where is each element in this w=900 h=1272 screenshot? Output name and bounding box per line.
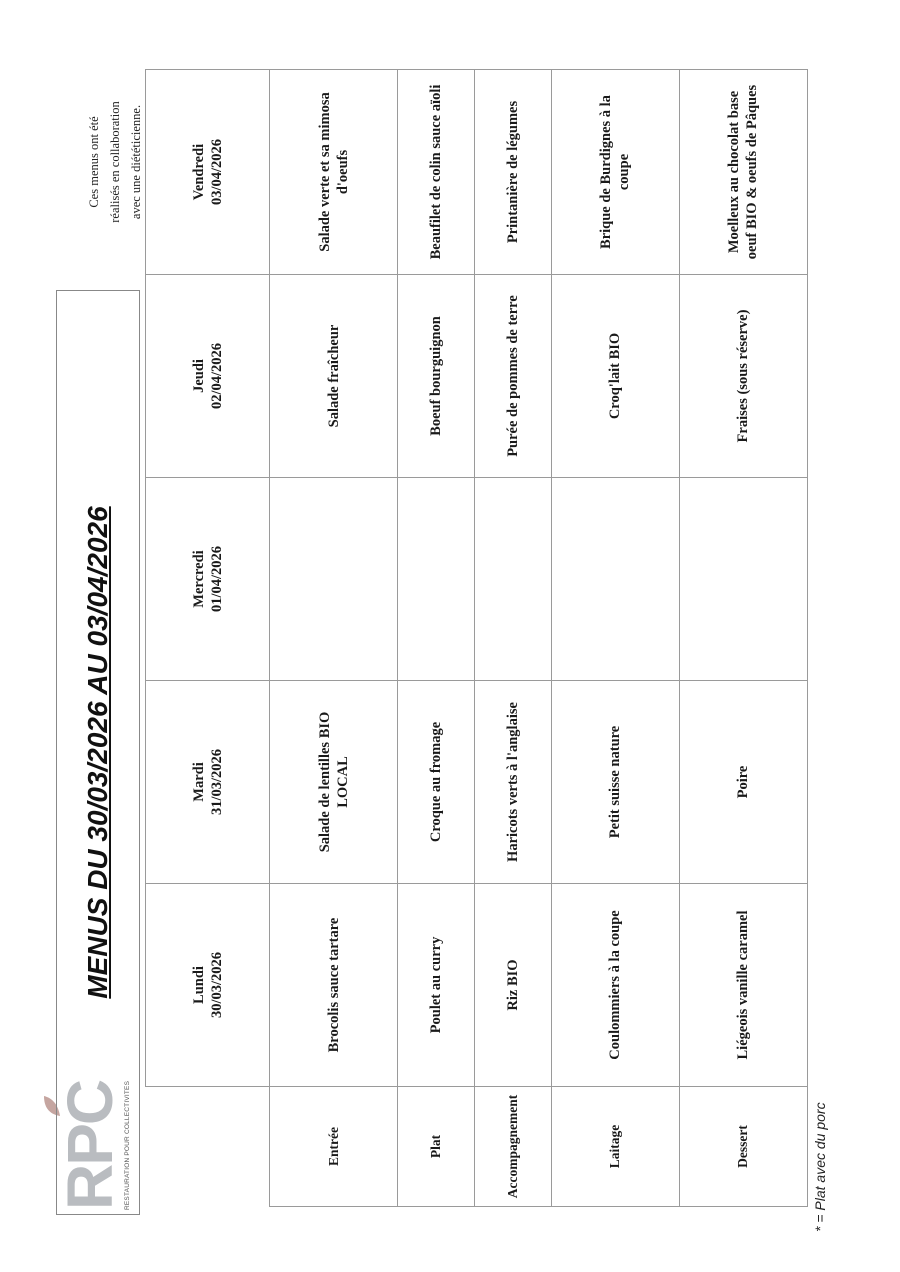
row-label: Entrée — [270, 1087, 398, 1207]
note-line: Ces menus ont été — [87, 116, 101, 208]
day-date: 30/03/2026 — [208, 951, 225, 1019]
menu-cell: Riz BIO — [474, 884, 551, 1087]
menu-cell: Boeuf bourguignon — [398, 275, 475, 478]
row-dessert — [679, 70, 807, 1207]
pork-footnote: * = Plat avec du porc — [812, 1102, 828, 1232]
day-header-thursday — [146, 275, 270, 478]
corner-cell — [146, 1087, 270, 1207]
row-label: Accompagnement — [474, 1087, 551, 1207]
row-label: Laitage — [551, 1087, 679, 1207]
menu-cell: Poulet au curry — [398, 884, 475, 1087]
menu-cell: Printanière de légumes — [474, 70, 551, 275]
page-title: MENUS DU 30/03/2026 AU 03/04/2026 — [82, 506, 113, 999]
menu-cell — [551, 478, 679, 681]
menu-cell: Moelleux au chocolat base oeuf BIO & oeufs de Pâques — [679, 70, 807, 275]
day-date: 01/04/2026 — [208, 545, 225, 613]
title-box — [56, 290, 140, 1215]
day-name: Lundi — [190, 966, 207, 1004]
day-name: Mercredi — [190, 550, 207, 608]
day-date: 03/04/2026 — [208, 138, 225, 206]
row-accompagnement — [474, 70, 551, 1207]
logo-letters: RPC — [54, 1080, 126, 1210]
dietitian-note — [84, 62, 147, 262]
menu-cell: Croque au fromage — [398, 681, 475, 884]
menu-cell: Purée de pommes de terre — [474, 275, 551, 478]
row-laitage — [551, 70, 679, 1207]
header-row — [146, 70, 270, 1207]
row-plat — [398, 70, 475, 1207]
menu-cell — [270, 478, 398, 681]
day-header-monday — [146, 884, 270, 1087]
menu-table — [145, 69, 808, 1207]
day-name: Vendredi — [190, 143, 207, 201]
day-date: 02/04/2026 — [208, 342, 225, 410]
menu-cell: Croq'lait BIO — [551, 275, 679, 478]
row-entree — [270, 70, 398, 1207]
menu-cell: Salade verte et sa mimosa d'oeufs — [270, 70, 398, 275]
menu-cell — [398, 478, 475, 681]
menu-cell: Brocolis sauce tartare — [270, 884, 398, 1087]
note-line: réalisés en collaboration — [108, 101, 122, 223]
day-name: Jeudi — [190, 359, 207, 393]
row-label: Plat — [398, 1087, 475, 1207]
day-name: Mardi — [190, 762, 207, 802]
menu-cell — [474, 478, 551, 681]
menu-cell: Beaufilet de colin sauce aïoli — [398, 70, 475, 275]
menu-cell — [679, 478, 807, 681]
note-line: avec une diététicienne. — [129, 104, 143, 220]
menu-cell: Coulommiers à la coupe — [551, 884, 679, 1087]
menu-cell: Poire — [679, 681, 807, 884]
menu-cell: Salade de lentilles BIO LOCAL — [270, 681, 398, 884]
menu-cell: Liégeois vanille caramel — [679, 884, 807, 1087]
menu-cell: Petit suisse nature — [551, 681, 679, 884]
logo-tagline: RESTAURATION POUR COLLECTIVITES — [124, 1080, 131, 1210]
day-date: 31/03/2026 — [208, 748, 225, 816]
menu-cell: Fraises (sous réserve) — [679, 275, 807, 478]
menu-cell: Haricots verts à l'anglaise — [474, 681, 551, 884]
menu-cell: Salade fraîcheur — [270, 275, 398, 478]
menu-cell: Brique de Burdignes à la coupe — [551, 70, 679, 275]
day-header-friday — [146, 70, 270, 275]
day-header-wednesday — [146, 478, 270, 681]
row-label: Dessert — [679, 1087, 807, 1207]
day-header-tuesday — [146, 681, 270, 884]
